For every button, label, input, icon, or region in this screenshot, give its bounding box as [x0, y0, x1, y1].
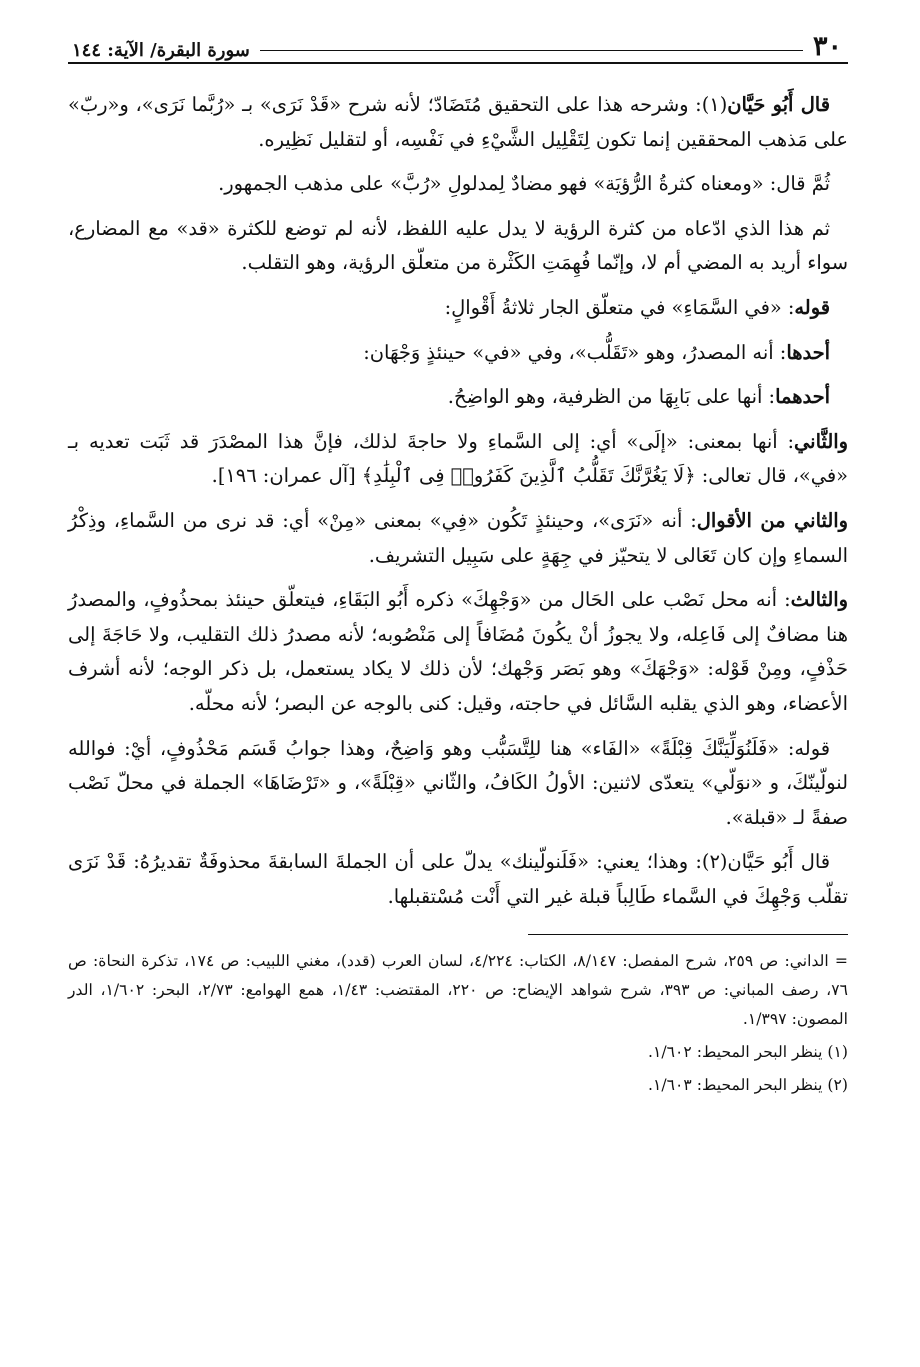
paragraph-lead: أحدهما — [775, 385, 830, 409]
paragraph-text: : أنها بمعنى: «إلَى» أي: إلى السَّماءِ ولا حاجةَ لذلك، فإنَّ هذا المصْدَرَ قد ثَبَت تعديه بـ «في»، قال تعالى: ﴿لَا يَغُرَّنَّكَ تَقَلُّبُ ٱلَّذِينَ كَفَرُوا۟ فِى ٱلْبِلَٰدِ﴾ [آل عمران: ١٩٦]. — [68, 429, 848, 488]
paragraph-lead: قال أَبُو حَيَّان — [727, 93, 830, 116]
paragraph-lead: والثاني من الأقوال — [696, 508, 848, 532]
paragraph — [68, 336, 848, 371]
paragraph — [68, 212, 848, 281]
paragraph-text: (١): وشرحه هذا على التحقيق مُتَضَادّ؛ لأنه شرح «قَدْ نَرَى» بـ «رُبَّما نَرَى»، و«ربّ» على مَذهب المحققين إنما تكون لِتَقْلِيل الشَّيْءِ في نَفْسِه، أو لتقليل نَظِيره. — [68, 93, 848, 151]
paragraph — [68, 291, 848, 326]
footnote: (٢) ينظر البحر المحيط: ١/٦٠٣. — [648, 1076, 848, 1095]
paragraph-text: : «في السَّمَاءِ» في متعلّق الجار ثلاثةُ أَقْوالٍ: — [444, 295, 795, 319]
footnote: (١) ينظر البحر المحيط: ١/٦٠٢. — [648, 1043, 848, 1062]
page-header — [68, 22, 848, 64]
main-text — [68, 88, 848, 914]
paragraph — [68, 380, 848, 415]
footnote: = الداني: ص ٢٥٩، شرح المفصل: ٨/١٤٧، الكتاب: ٤/٢٢٤، لسان العرب (قدد)، مغني اللبيب: ص ١٧٤، تذكرة النحاة: ص ٧٦، رصف المباني: ص ٣٩٣، شرح شواهد الإيضاح: ص ٢٢٠، المقتضب: ١/٤٣، همع الهوامع: ٢/٧٣، البحر: ١/٦٠٢، الدر المصون: ١/٣٩٧. — [68, 952, 848, 1029]
paragraph — [68, 583, 848, 721]
footnotes — [68, 947, 848, 1100]
paragraph-text: ثم هذا الذي ادّعاه من كثرة الرؤية لا يدل عليه اللفظ، لأنه لم توضع للكثرة «قد» مع المضارع، سواء أريد به المضي أم لا، وإنّما فُهِمَتِ الكَثْرة من متعلّق الرؤية، وهو التقلب. — [68, 216, 848, 275]
paragraph — [68, 504, 848, 573]
book-page — [68, 22, 848, 1352]
page-number: ٣٠ — [812, 31, 842, 62]
footnote-separator — [528, 934, 848, 935]
paragraph-text: قوله: «فَلَنُوَلِّيَنَّكَ قِبْلَةً» «الفَاء» هنا للِتَّسَبُّب وهو وَاضِحٌ، وهذا جوابُ قَسَم مَحْذُوفٍ، أيْ: فوالله لنولّينّكَ، و «نوَلّي» يتعدّى لاثنين: الأولُ الكَافُ، والثّاني «قِبْلَةً»، و «تَرْضَاهَا» الجملة في محلّ نَصْب صفةً لـ «قبلة». — [68, 736, 848, 829]
paragraph-lead: والثَّاني — [794, 429, 848, 453]
paragraph — [68, 167, 848, 202]
paragraph-lead: أحدها — [786, 340, 830, 364]
paragraph-lead: قوله — [794, 295, 830, 319]
header-rule — [260, 50, 803, 51]
paragraph-text: : أنه «نَرَى»، وحينئذٍ تَكُون «فِي» بمعنى «مِنْ» أي: قد نرى من السَّماءِ، وذِكْرُ السماءِ وإن كان تَعَالى لا يتحيّز في جِهَةٍ على سَبِيل التشريف. — [68, 508, 848, 567]
paragraph-text: : أنه محل نَصْب على الحَال من «وَجْهِكَ» ذكره أَبُو البَقَاءِ، فيتعلّق حينئذ بمحذُوفٍ، والمصدرُ هنا مضافٌ إلى فَاعِله، ولا يجوزُ أنْ يكُونَ مُضَافاً إلى مَنْصُوبه؛ لأنه مصدرُ ذلك التقليب، ولا حَاجَةَ إلى حَذْفٍ، ومِنْ قَوْله: «وَجْهَكَ» وهو بَصَر وَجْهك؛ لأن ذلك لا يكاد يستعمل، بل ذكر الوجه؛ لأنه أشرف الأعضاء، وهو الذي يقلبه السَّائل في حاجته، وقيل: كنى بالوجه عن البصر؛ لأنه محلّه. — [68, 588, 848, 715]
running-title: سورة البقرة/ الآية: ١٤٤ — [72, 40, 250, 61]
paragraph — [68, 88, 848, 157]
paragraph-lead: والثالث — [790, 588, 848, 612]
paragraph — [68, 425, 848, 494]
paragraph-text: قال أَبُو حَيَّان(٢): وهذا؛ يعني: «فَلَنولّينك» يدلّ على أن الجملةَ السابقةَ محذوفَةٌ تقديرُهُ: قَدْ نَرَى تقلّب وَجْهِكَ في السَّماء طَالِباً قبلة غير التي أَنْت مُسْتقبلها. — [68, 850, 848, 908]
paragraph — [68, 845, 848, 914]
paragraph — [68, 732, 848, 836]
paragraph-text: : أنها على بَابِهَا من الظرفية، وهو الواضِحُ. — [447, 385, 776, 409]
paragraph-text: ثُمَّ قال: «ومعناه كثرةُ الرُّؤيَة» فهو مضادٌ لِمدلولِ «رُبَّ» على مذهب الجمهور. — [218, 172, 830, 196]
paragraph-text: : أنه المصدرُ، وهو «تَقَلُّب»، وفي «في» حينئذٍ وَجْهَان: — [363, 340, 787, 364]
